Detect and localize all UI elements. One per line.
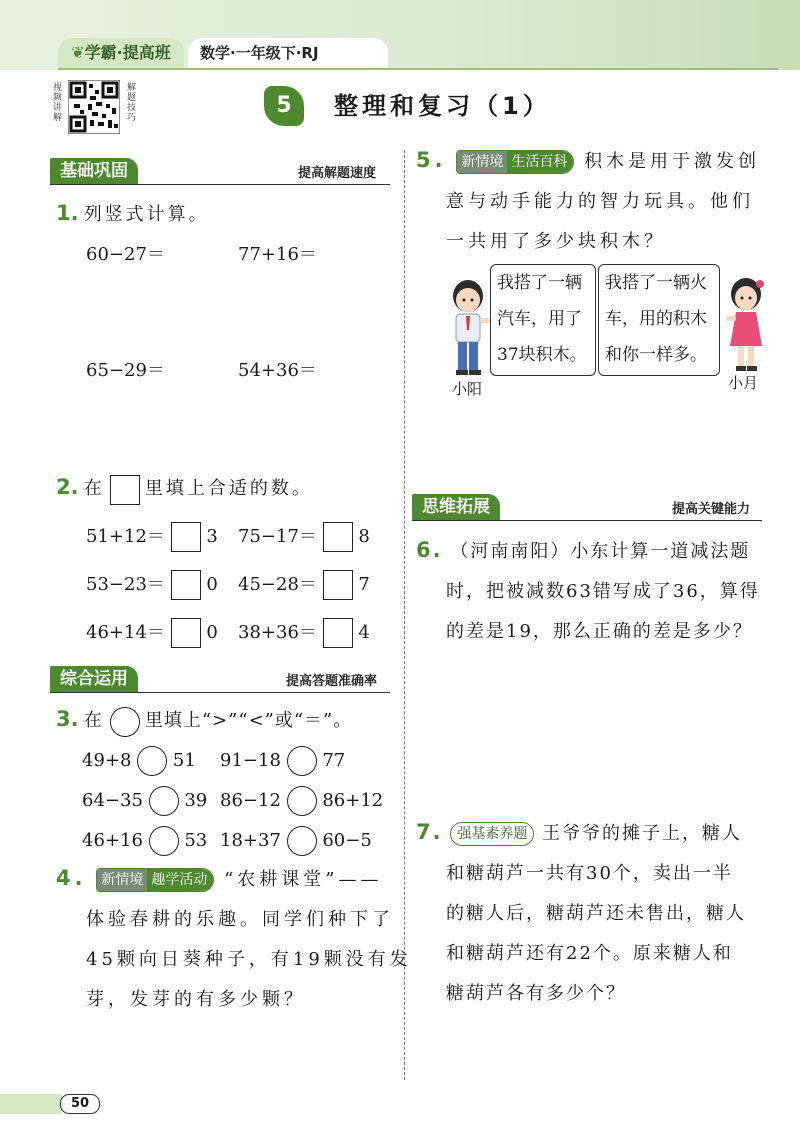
section-heading-apply: 综合运用 (50, 666, 138, 692)
q3-row (220, 826, 372, 856)
answer-circle[interactable] (149, 786, 179, 816)
question-5 (416, 140, 786, 262)
bubble-line: 37块积木。 (497, 345, 587, 365)
expression-tail: 7 (358, 574, 370, 595)
question-number: 7. (416, 820, 443, 844)
expression: 51 (172, 750, 196, 771)
question-number: 6. (416, 538, 443, 562)
bubble-line: 我搭了一辆火 (605, 273, 707, 293)
expression-tail: 4 (358, 622, 370, 643)
answer-box[interactable] (171, 618, 201, 648)
answer-box[interactable] (171, 570, 201, 600)
question-4 (56, 858, 412, 1020)
answer-circle-sample (110, 707, 140, 737)
question-7 (416, 812, 786, 1014)
question-text: （河南南阳）小东计算一道减法题 (450, 541, 751, 562)
section-note-apply: 提高答题准确率 (286, 674, 378, 689)
q3-row (220, 746, 345, 776)
footer-bar (0, 1094, 62, 1114)
answer-circle[interactable] (149, 826, 179, 856)
subject-tab: 数学·一年级下·RJ (188, 38, 388, 68)
section-heading-think: 思维拓展 (412, 494, 500, 520)
quality-tag: 强基素养题 (450, 822, 534, 846)
q2-row (86, 522, 218, 552)
question-number: 2. (56, 475, 79, 499)
context-tag (456, 150, 574, 174)
name-label-right: 小月 (728, 374, 759, 392)
question-text: 里填上合适的数。 (144, 478, 313, 499)
question-text: 列竖式计算。 (83, 204, 210, 225)
section-note-think: 提高关键能力 (672, 502, 751, 517)
question-text: 在 (83, 710, 105, 731)
question-text: 里填上“>”“<”或“＝”。 (144, 710, 353, 731)
expression: 77 (322, 750, 346, 771)
expression-tail: 8 (358, 526, 370, 547)
qr-block[interactable] (50, 80, 138, 136)
header-rule (58, 68, 778, 70)
question-3 (56, 706, 352, 737)
section-rule (412, 520, 762, 521)
question-number: 5. (416, 148, 447, 172)
q2-row (238, 570, 370, 600)
question-text: 王爷爷的摊子上，糖人 (542, 823, 743, 844)
expression: 49+8 (82, 750, 132, 771)
expression-tail: 0 (206, 574, 218, 595)
answer-circle[interactable] (287, 826, 317, 856)
section-note-basic: 提高解题速度 (298, 166, 377, 181)
boy-illustration (444, 278, 492, 378)
question-number: 4. (56, 866, 87, 890)
question-text: 和糖葫芦一共有30个，卖出一半 (446, 863, 733, 884)
bubble-line: 车，用的积木 (605, 309, 707, 329)
name-label-left: 小阳 (452, 380, 483, 398)
expression: 45−28＝ (238, 574, 317, 595)
q1-item: 77+16＝ (238, 244, 317, 265)
expression-tail: 0 (206, 622, 218, 643)
page-title: 整理和复习（1） (334, 92, 551, 120)
q2-row (86, 570, 218, 600)
leaf-icon: ❦ (71, 43, 85, 62)
answer-circle[interactable] (137, 746, 167, 776)
q2-row (86, 618, 218, 648)
brand-label: 学霸·提高班 (84, 43, 171, 62)
answer-circle[interactable] (287, 786, 317, 816)
qr-code-icon[interactable] (68, 80, 120, 134)
section-rule (50, 692, 390, 693)
tag-label: 新情境 (457, 151, 507, 173)
question-text: 意与动手能力的智力玩具。他们 (446, 191, 754, 212)
expression: 46+14＝ (86, 622, 165, 643)
question-1 (56, 200, 210, 226)
q3-row (82, 786, 207, 816)
expression-tail: 3 (206, 526, 218, 547)
expression: 60−5 (322, 830, 372, 851)
question-text: 糖葫芦各有多少个？ (446, 983, 626, 1004)
q1-item: 54+36＝ (238, 360, 317, 381)
expression: 64−35 (82, 790, 143, 811)
question-number: 1. (56, 201, 79, 225)
q1-item: 60−27＝ (86, 244, 165, 265)
tag-label: 新情境 (97, 869, 147, 891)
section-heading-basic: 基础巩固 (50, 158, 138, 184)
question-text: 一共用了多少块积木？ (446, 231, 666, 252)
expression: 18+37 (220, 830, 281, 851)
expression: 86−12 (220, 790, 281, 811)
tag-label: 生活百科 (507, 151, 573, 173)
question-text: 体验春耕的乐趣。同学们种下了 (86, 909, 394, 930)
answer-box-sample (110, 475, 140, 505)
question-text: 的差是19，那么正确的差是多少？ (446, 621, 753, 642)
expression: 39 (184, 790, 208, 811)
qr-label-left: 视频讲解 (51, 82, 61, 122)
answer-box[interactable] (323, 618, 353, 648)
lesson-number-badge: 5 (264, 86, 304, 126)
q3-row (82, 826, 207, 856)
q1-item: 65−29＝ (86, 360, 165, 381)
answer-box[interactable] (323, 522, 353, 552)
qr-label-right: 解题技巧 (125, 82, 135, 122)
q2-row (238, 618, 370, 648)
question-text: 在 (83, 478, 105, 499)
question-text: 的糖人后，糖葫芦还未售出，糖人 (446, 903, 746, 924)
context-tag (96, 868, 214, 892)
question-6 (416, 530, 786, 652)
tag-label: 趣学活动 (147, 869, 213, 891)
bubble-line: 和你一样多。 (605, 345, 707, 365)
expression: 86+12 (322, 790, 384, 811)
expression: 75−17＝ (238, 526, 317, 547)
bubble-line: 汽车，用了 (497, 309, 582, 329)
speech-bubble-right (598, 264, 720, 376)
q2-row (238, 522, 370, 552)
section-rule (50, 184, 390, 185)
girl-illustration (722, 276, 770, 374)
question-text: 芽，发芽的有多少颗？ (86, 989, 306, 1010)
expression: 53−23＝ (86, 574, 165, 595)
answer-box[interactable] (171, 522, 201, 552)
q3-row (82, 746, 196, 776)
q3-row (220, 786, 383, 816)
expression: 46+16 (82, 830, 143, 851)
question-2 (56, 474, 313, 505)
question-text: 45颗向日葵种子，有19颗没有发 (86, 949, 412, 970)
question-text: 积木是用于激发创 (584, 151, 761, 172)
page-number: 50 (60, 1094, 100, 1114)
bubble-line: 我搭了一辆 (497, 273, 582, 293)
question-number: 3. (56, 707, 79, 731)
brand-tab (58, 38, 184, 68)
question-text: 时，把被减数63错写成了36，算得 (446, 581, 760, 602)
question-text: “农耕课堂”—— (224, 869, 383, 890)
answer-circle[interactable] (287, 746, 317, 776)
question-text: 和糖葫芦还有22个。原来糖人和 (446, 943, 733, 964)
speech-bubble-left (490, 264, 596, 376)
expression: 53 (184, 830, 208, 851)
expression: 91−18 (220, 750, 281, 771)
expression: 51+12＝ (86, 526, 165, 547)
expression: 38+36＝ (238, 622, 317, 643)
answer-box[interactable] (323, 570, 353, 600)
